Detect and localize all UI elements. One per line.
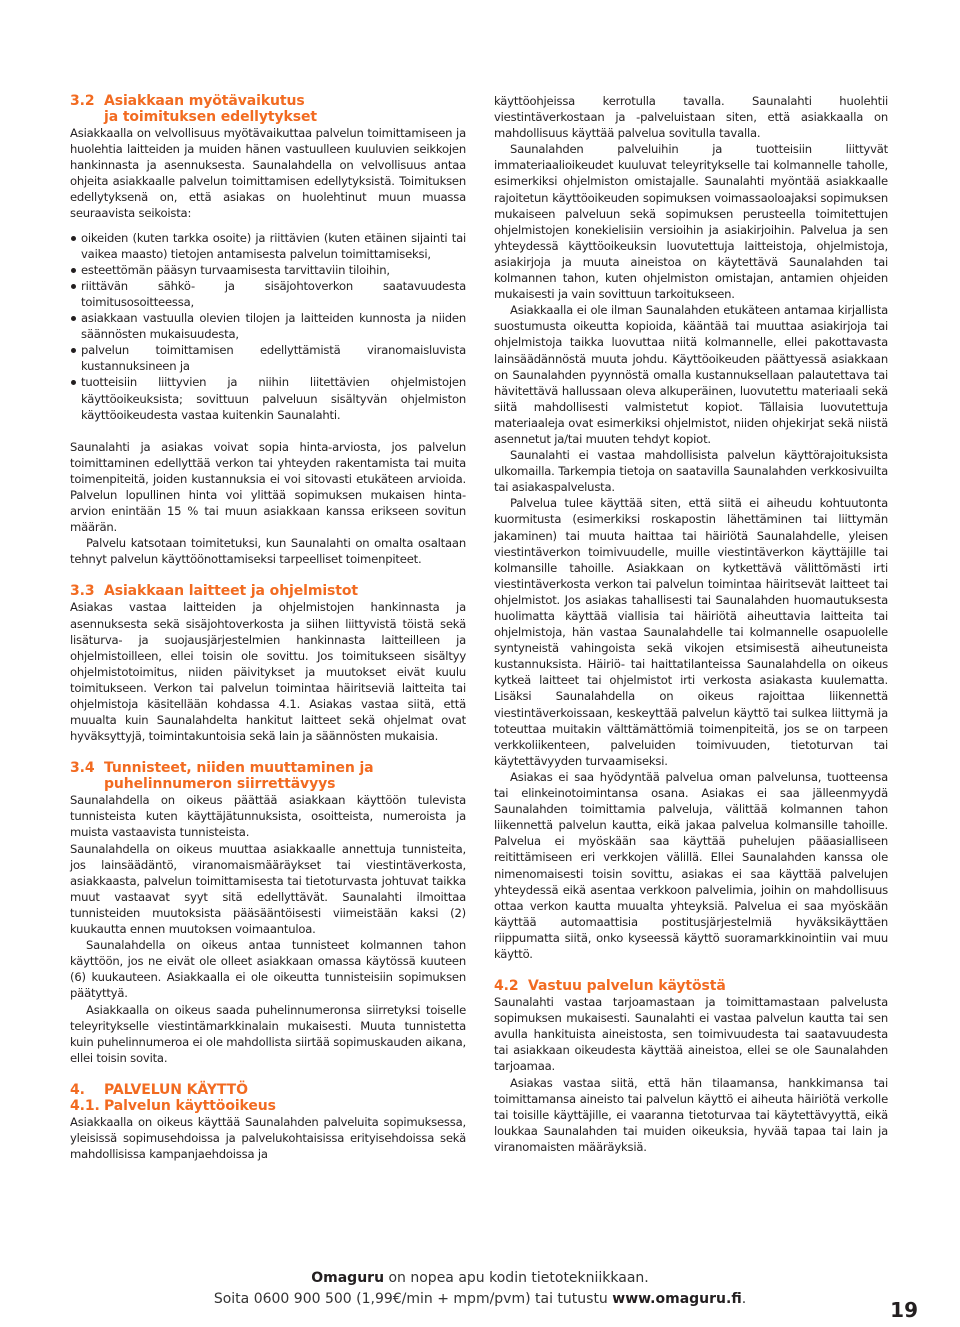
paragraph: Palvelua tulee käyttää siten, että siitä ei aiheudu kohtuutonta kuormitusta (esimerkiksi roskapostin lähettäminen tai liittymän jakaminen) tai muuta haittaa tai häiriötä Saunalahdelle, yleisen viestintäverkon toimivuudelle, muille viestintäverkon käyttäjille tai kolmansille tahoille. Asiakkaan on kytkettävä välittömästi irti viestintäverkosta verkon tai palvelun toimintaa häiritsevät laitteet tai ohjelmistot. Jos asiakas tahallisesti tai Saunalahden huomautuksesta huolimatta käyttää viallisia tai häiriötä aiheuttavia laitteita tai ohjelmistoja, hän vastaa Saunalahdelle tai kolmannelle osapuolelle syntyneistä vahingoista sekä vikojen etsimisestä aiheutuneista kustannuksista. Häiriö- tai haittatilanteissa Saunalahdella on oikeus kytkeä laitteet tai ohjelmistot irti verkosta asiakasta kuulematta. Lisäksi Saunalahdella on oikeus rajoittaa liikennettä viestintäverkoissaan, keskeyttää palvelun käyttö tai sulkea liittymä ja toteuttaa muitakin välttämättömiä toimenpiteitä, jos se on tarpeen verkkoliikenteen, palveluiden toimivuuden, tietoturvan tai käytettävyyden turvaamiseksi. <box>494 496 888 768</box>
section-number: 4.2 <box>494 978 519 995</box>
footer-line-1 <box>0 1268 960 1289</box>
paragraph: Saunalahti vastaa tarjoamastaan ja toimittamastaan palvelusta sopimuksen mukaisesti. Saunalahti ei vastaa palvelun kautta tai sen avulla hankituista aineistosta, sen toimivuudesta tai saatavuudesta tai asiakkaan oikeudesta käyttää aineistoa, ellei se ole Saunalahden tarjoamaa. <box>494 995 888 1074</box>
paragraph: Saunalahdella on oikeus muuttaa asiakkaalle annettuja tunnisteita, jos lainsäädäntö, viranomaismääräykset tai viestintäverkosta, asiakkaasta, palvelun toimittamisesta tai tietoturvasta johtuvat taikka muut vastaavat syyt sitä edellyttävät. Saunalahti ilmoittaa tunnisteiden muutoksista pääsääntöisesti viimeistään kaksi (2) kuukautta ennen muutoksen voimaantuloa. <box>70 841 466 937</box>
footer-text: . <box>741 1291 747 1307</box>
paragraph: Saunalahti ei vastaa mahdollisista palvelun käyttörajoituksista ulkomailla. Tarkempia tietoja on saatavilla Saunalahden verkkosivuilta tai asiakaspalvelusta. <box>494 448 888 495</box>
section-number: 3.2 <box>70 93 95 109</box>
heading-line-2: puhelinnumeron siirrettävyys <box>104 776 336 793</box>
list-item: riittävän sähkö- ja sisäjohtoverkon saatavuudesta toimitusosoitteessa, <box>70 278 466 310</box>
footer-text: on nopea apu kodin tietotekniikkaan. <box>384 1270 649 1286</box>
brand-name: Omaguru <box>311 1270 385 1286</box>
paragraph: Saunalahti ja asiakas voivat sopia hinta-arviosta, jos palvelun toimittaminen edellyttää verkon tai yhteyden rakentamista tai muita toimenpiteitä, joiden kustannuksia ei voi sitovasti etukäteen arvioida. Palvelun lopullinen hinta voi ylittää sopimuksen mukaisen hinta-arvion enintään 15 % tai muun asiakkaan kanssa erikseen sovitun määrän. <box>70 439 466 535</box>
section-4-heading <box>70 1082 466 1098</box>
right-column <box>494 93 888 1155</box>
section-3-2-heading <box>70 93 466 125</box>
left-column <box>70 93 466 1162</box>
section-3-3-heading <box>70 583 466 599</box>
page-number: 19 <box>890 1298 918 1322</box>
list-item: oikeiden (kuten tarkka osoite) ja riittävien (kuten etäinen sijainti tai vaikea maasto) tietojen antamisesta palvelun toimittamiseksi, <box>70 230 466 262</box>
footer <box>0 1268 960 1310</box>
section-3-4-heading <box>70 760 466 792</box>
paragraph: Saunalahdella on oikeus antaa tunnisteet kolmannen tahon käyttöön, jos ne eivät ole olleet asiakkaan omassa käytössä kuuteen (6) kuukauteen. Asiakkaalla ei ole oikeutta tunnisteisiin sopimuksen päätyttyä. <box>70 938 466 1001</box>
list-item: asiakkaan vastuulla olevien tilojen ja laitteiden kunnosta ja niiden säännösten mukaisuudesta, <box>70 310 466 342</box>
list-item: tuotteisiin liittyvien ja niihin liitettävien ohjelmistojen käyttöoikeuksista; sovittuun palveluun sisältyvän ohjelmiston käyttöoikeudesta vastaa kuitenkin Saunalahti. <box>70 374 466 422</box>
paragraph: Asiakkaalla on oikeus käyttää Saunalahden palveluita sopimuksessa, yleisissä sopimusehdoissa ja palvelukohtaisissa erityisehdoissa sekä mahdollisissa kampanjaehdoissa ja <box>70 1114 466 1162</box>
paragraph: Palvelu katsotaan toimitetuksi, kun Saunalahti on omalta osaltaan tehnyt palvelun käyttöönottamiseksi tarpeelliset toimenpiteet. <box>70 536 466 567</box>
paragraph: käyttöohjeissa kerrotulla tavalla. Saunalahti huolehtii viestintäverkostaan ja -palveluistaan siten, että asiakkaalla on mahdollisuus käyttää palvelua sovitulla tavalla. <box>494 94 888 141</box>
footer-text: Soita 0600 900 500 (1,99€/min + mpm/pvm) tai tutustu <box>213 1291 613 1307</box>
section-number: 4.1. <box>70 1097 100 1114</box>
section-number: 4. <box>70 1081 85 1098</box>
paragraph: Saunalahden palveluihin ja tuotteisiin liittyvät immateriaalioikeudet kuuluvat teleyritykselle tai kolmannelle taholle, esimerkiksi ohjelmiston omistajalle. Saunalahti myöntää asiakkaalle rajoitetun käyttöoikeuden sopimuksen voimassaoloajaksi sopimuksen mukaiseen palveluun sekä sopimuksen perusteella toimitettujen ohjelmistojen konekielisiin versioihin ja asiakirjoihin. Palvelua ja sen yhteydessä käyttöoikeuksin luovutettuja laitteistoja, ohjelmistoja, asiakirjoja ja muuta aineistoa on käytettävä Saunalahden tai kolmannen tahon, kuten ohjelmiston omistajan, antamien ohjeiden mukaisesti ja vain sovittuun tarkoitukseen. <box>494 142 888 302</box>
paragraph: Asiakas vastaa siitä, että hän tilaamansa, hankkimansa tai toimittamansa aineisto tai palvelun käyttö ei aiheuta häiriötä verkolle tai toisille käyttäjille, ei vaaranna tietoturvaa tai käytettävyyttä, eikä loukkaa Saunalahden tai muiden oikeuksia, hyvää tapaa tai lain ja viranomaisten määräyksiä. <box>494 1075 888 1154</box>
paragraph: Asiakas vastaa laitteiden ja ohjelmistojen hankinnasta ja asennuksesta sekä sisäjohtoverkosta ja siihen liittyvistä töistä sekä lisäturva- ja suojausjärjestelmien hankinnasta laitteilleen ja ohjelmistoilleen, ellei toisin ole sovittu. Jos toimitukseen sisältyy ohjelmistotoimitus, niiden päivitykset ja muutokset eivät kuulu toimitukseen. Verkon tai palvelun toimintaa häiritseviä laitteita tai ohjelmistoja käsitellään kohdassa 4.1. Asiakas vastaa siitä, että muualta kuin Saunalahdelta hankitut laitteet sekä ohjelmat ovat hyväksyttyjä, toimintakuntoisia sekä lain ja säännösten mukaisia. <box>70 600 466 744</box>
heading-line-1: Asiakkaan myötävaikutus <box>104 93 305 109</box>
paragraph: Saunalahdella on oikeus päättää asiakkaan käyttöön tulevista tunnisteista kuten käyttäjätunnuksista, osoitteista, numeroista ja muista vastaavista tunnisteista. <box>70 793 466 840</box>
conditions-list <box>70 230 466 423</box>
paragraph: Asiakas ei saa hyödyntää palvelua oman palvelunsa, tuotteensa tai elinkeinotoimintansa osana. Asiakas ei saa jälleenmyydä Saunalahden toimittamia palveluja, välittää kolmannen tahon liikennettä palvelun kautta, eikä jakaa palvelua kolmansille tahoille. Palvelua ei myöskään saa käyttää puhelujen pääasialliseen reitittämiseen eri verkkojen välillä. Ellei Saunalahden kanssa ole nimenomaisesti toisin sovittu, asiakas ei saa käyttää palvelujen yhteydessä eikä asentaa verkkoon palvelimia, joihin on mahdollisuus ottaa verkon kautta muualta yhteyksiä. Palvelua ei saa myöskään käyttää automaattisia postitusjärjestelmiä hyväksikäyttäen riippumatta siitä, onko kyseessä käyttö suoramarkkinointiin vai muu käyttö. <box>494 769 888 961</box>
list-item: esteettömän pääsyn turvaamisesta tarvittaviin tiloihin, <box>70 262 466 278</box>
website-link[interactable]: www.omaguru.fi <box>612 1291 742 1307</box>
heading-line-2: ja toimituksen edellytykset <box>104 109 317 125</box>
list-item: palvelun toimittamisen edellyttämistä viranomaisluvista kustannuksineen ja <box>70 342 466 374</box>
section-4-2-heading <box>494 978 888 994</box>
heading-text: Asiakkaan laitteet ja ohjelmistot <box>104 583 358 600</box>
section-4-1-heading <box>70 1098 466 1114</box>
heading-text: Vastuu palvelun käytöstä <box>528 978 726 995</box>
section-number: 3.3 <box>70 583 95 600</box>
paragraph: Asiakkaalla on velvollisuus myötävaikuttaa palvelun toimittamiseen ja huolehtia laitteiden ja muiden hänen vastuulleen kuuluvien seikkojen hankinnasta ja asennuksesta. Saunalahdella on velvollisuus antaa ohjeita asiakkaalle palvelun toimittamisen edellytyksistä. Toimituksen edellytyksenä on, että asiakas on huolehtinut muun muassa seuraavista seikoista: <box>70 126 466 221</box>
section-number: 3.4 <box>70 760 95 777</box>
heading-text: Palvelun käyttöoikeus <box>104 1097 276 1114</box>
paragraph: Asiakkaalla ei ole ilman Saunalahden etukäteen antamaa kirjallista suostumusta oikeutta kopioida, kääntää tai muuttaa asiakirjoja tai ohjelmistoja taikka luovuttaa niitä kolmannelle, ellei pakottavasta lainsäädännöstä muuta johdu. Käyttöoikeuden päättyessä asiakkaan on Saunalahden pyynnöstä omalla kustannuksellaan palautettava tai hävitettävä hallussaan oleva alkuperäinen, luovutettu materiaali sekä siitä mahdollisesti valmistetut kopiot. Tällaisia luovutettuja materiaaleja ovat esimerkiksi ohjelmistot, niiden ohjekirjat sekä niistä asennetut ja/tai muuten tehdyt kopiot. <box>494 303 888 446</box>
heading-text: PALVELUN KÄYTTÖ <box>104 1081 248 1098</box>
heading-line-1: Tunnisteet, niiden muuttaminen ja <box>104 760 374 777</box>
paragraph: Asiakkaalla on oikeus saada puhelinnumeronsa siirretyksi toiselle teleyritykselle viestintämarkkinalain mukaisesti. Muuta tunnistetta kuin puhelinnumeroa ei ole mahdollista siirtää sopimuskauden aikana, ellei toisin sovita. <box>70 1002 466 1065</box>
footer-line-2 <box>0 1289 960 1310</box>
